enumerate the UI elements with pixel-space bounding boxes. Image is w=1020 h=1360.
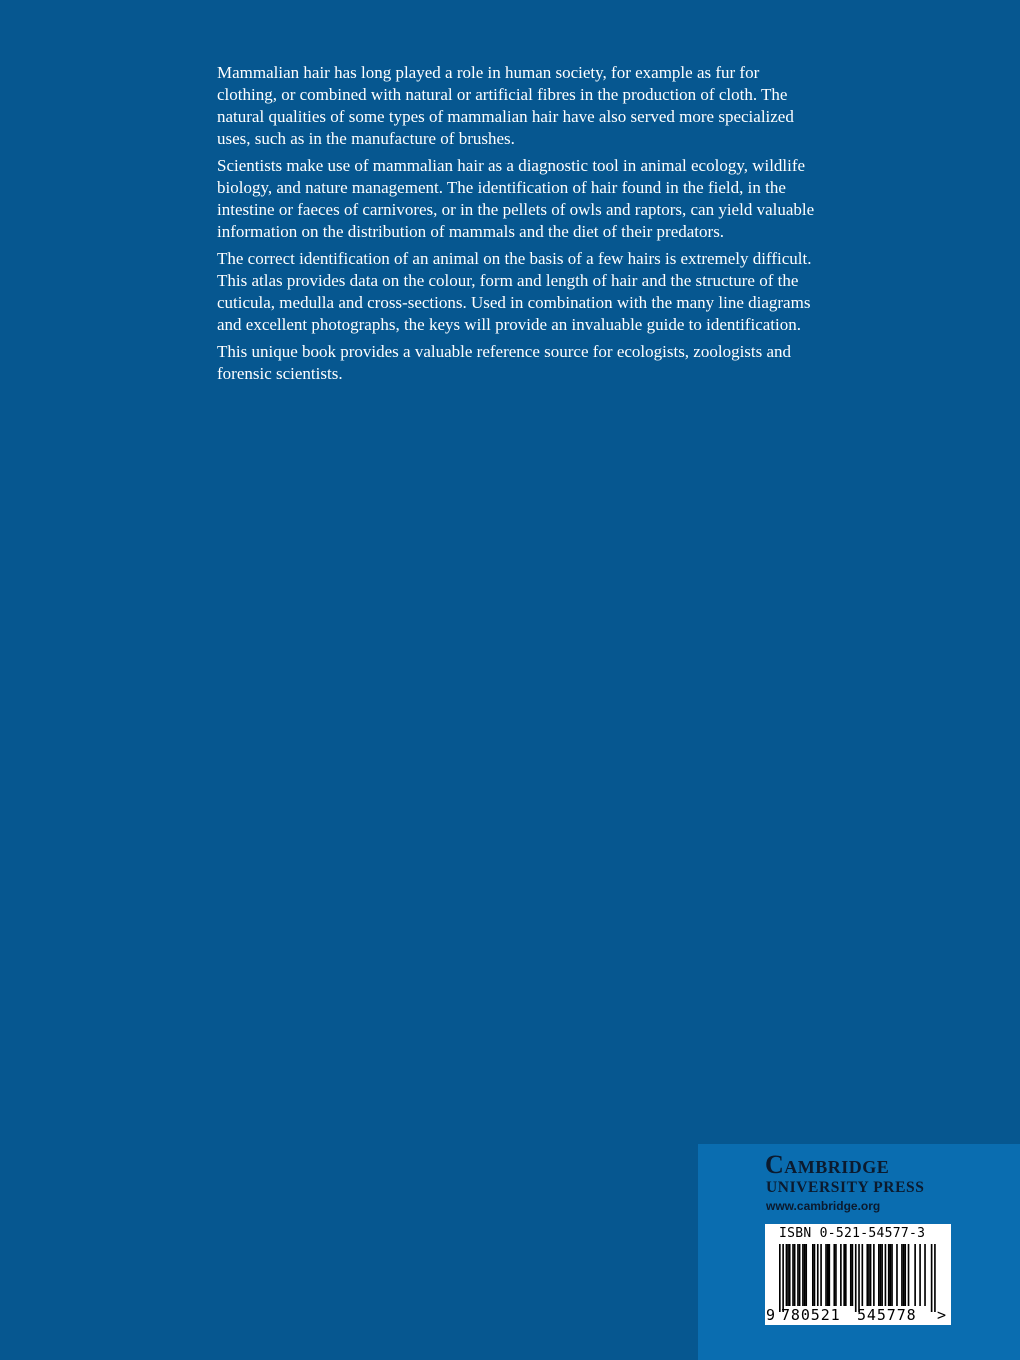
barcode-bar <box>914 1244 916 1306</box>
barcode-bar <box>891 1244 893 1306</box>
publisher-subtitle: UNIVERSITY PRESS <box>766 1179 925 1196</box>
barcode-bar <box>799 1244 801 1306</box>
barcode-quiet-mark: > <box>937 1306 947 1324</box>
barcode-bar <box>873 1244 875 1306</box>
blurb-paragraph-2: Scientists make use of mammalian hair as a diagnostic tool in animal ecology, wildlife biology, and nature management. The identification of hair found in the field, in the intestine or faeces of carnivores, or in the pellets of owls and raptors, can yield valuable information on the distribution of mammals and the diet of their predators. <box>217 155 815 242</box>
barcode-bar <box>904 1244 906 1306</box>
barcode-bar <box>804 1244 806 1306</box>
barcode-bar <box>878 1244 880 1306</box>
barcode-bar <box>903 1244 905 1306</box>
barcode-bar <box>934 1244 936 1312</box>
blurb-paragraph-3: The correct identification of an animal on the basis of a few hairs is extremely difficult. This atlas provides data on the colour, form and length of hair and the structure of the cuticula, medulla and cross-sections. Used in combination with the many line diagrams and excellent photographs, the keys will provide an invaluable guide to identification. <box>217 248 812 335</box>
barcode-bar <box>835 1244 837 1306</box>
barcode-bar <box>787 1244 789 1306</box>
barcode-digits <box>765 1307 951 1323</box>
blurb-paragraph-1: Mammalian hair has long played a role in human society, for example as fur for clothing, or combined with natural or artificial fibres in the production of cloth. The natural qualities of some types of mammalian hair have also served more specialized uses, such as in the manufacture of brushes. <box>217 63 794 149</box>
barcode-bar <box>797 1244 799 1306</box>
blurb-paragraph-4: This unique book provides a valuable reference source for ecologists, zoologists and forensic scientists. <box>217 341 792 383</box>
barcode-bar <box>792 1244 794 1306</box>
barcode-right-group: 545778 <box>857 1306 917 1324</box>
barcode-bar <box>825 1244 827 1306</box>
barcode-bar <box>789 1244 791 1306</box>
barcode-bar <box>858 1244 860 1312</box>
barcode-bar <box>833 1244 835 1306</box>
barcode-bar <box>827 1244 829 1306</box>
barcode-bar <box>881 1244 883 1306</box>
barcode-bar <box>862 1244 864 1306</box>
barcode-bar <box>794 1244 796 1306</box>
barcode-bar <box>924 1244 926 1306</box>
barcode-bar <box>805 1244 807 1306</box>
barcode-bar <box>820 1244 822 1306</box>
barcode-bar <box>812 1244 814 1306</box>
barcode-bar <box>901 1244 903 1306</box>
barcode-bar <box>850 1244 852 1306</box>
barcode-bar <box>880 1244 882 1306</box>
barcode-bar <box>855 1244 857 1312</box>
barcode-bar <box>931 1244 933 1312</box>
barcode-bar <box>868 1244 870 1306</box>
barcode-bar <box>870 1244 872 1306</box>
barcode-bar <box>908 1244 910 1306</box>
barcode-bar <box>829 1244 831 1306</box>
barcode-bar <box>786 1244 788 1306</box>
barcode-bar <box>802 1244 804 1306</box>
barcode-bar <box>779 1244 781 1312</box>
barcode-bar <box>888 1244 890 1306</box>
barcode-bar <box>845 1244 847 1306</box>
publisher-panel <box>698 1144 1020 1360</box>
publisher-url[interactable]: www.cambridge.org <box>766 1199 881 1213</box>
barcode-bar <box>817 1244 819 1306</box>
back-cover-blurb <box>217 62 817 389</box>
barcode-bar <box>885 1244 887 1306</box>
barcode-left-group: 780521 <box>781 1306 841 1324</box>
barcode-bar <box>852 1244 854 1306</box>
barcode-bar <box>843 1244 845 1306</box>
barcode-bar <box>919 1244 921 1306</box>
barcode-bar <box>814 1244 816 1306</box>
barcode-bar <box>782 1244 784 1312</box>
barcode-bar <box>866 1244 868 1306</box>
publisher-logo: Cambridge <box>765 1150 890 1179</box>
barcode-bar <box>840 1244 842 1306</box>
barcode-first-digit: 9 <box>766 1306 776 1324</box>
barcode-bar <box>896 1244 898 1306</box>
barcode <box>765 1224 951 1325</box>
barcode-bar <box>890 1244 892 1306</box>
isbn-label: ISBN 0-521-54577-3 <box>779 1226 926 1241</box>
